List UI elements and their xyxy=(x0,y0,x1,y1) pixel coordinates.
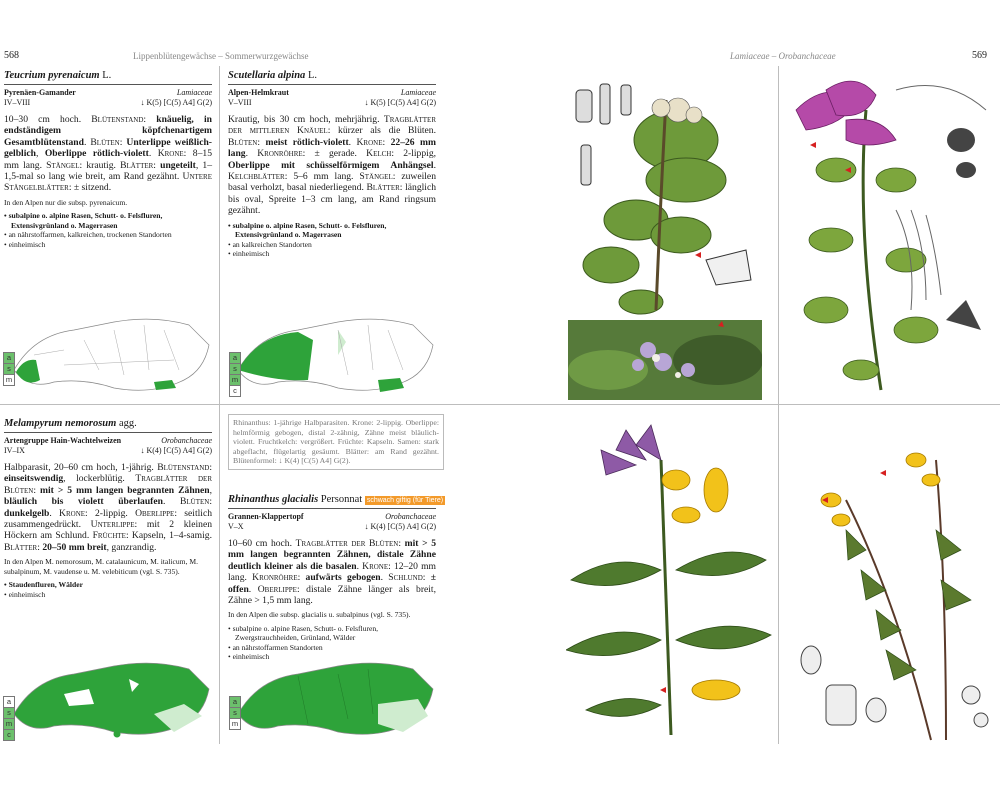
species-title: Rhinanthus glacialis Personnat schwach giftig (für Tiere) xyxy=(228,494,444,505)
family-name: Orobanchaceae xyxy=(161,436,212,445)
species-teucrium xyxy=(4,70,212,249)
genus-description: Rhinanthus: 1-jährige Halbparasiten. Krone: 2-lippig. Oberlippe: helmförmig gebogen, distal 2-zähnig, Zähne meist bläulich-violett. Fruchtkelch: vergrößert. Früchte: Kapseln. Samen: stark abgeflacht, flügelartig gesäumt. Blätter: am Rand gezähnt. Blütenformel: ↓ K(4) [C(5) A4] G(2). xyxy=(233,418,439,466)
common-name: Pyrenäen-Gamander xyxy=(4,88,76,97)
altitude-scale: a s m c xyxy=(229,352,241,397)
species-rhinanthus xyxy=(228,494,444,662)
page-number-left: 568 xyxy=(4,50,19,61)
photo-teucrium xyxy=(568,320,762,400)
species-title: Melampyrum nemorosum agg. xyxy=(4,418,137,429)
toxicity-badge: schwach giftig (für Tiere) xyxy=(366,497,444,504)
habitat-list: • subalpine o. alpine Rasen, Schutt- o. Felsfluren, Extensivgrünland o. Magerrasen • an kalkreichen Standorten • einheimisch xyxy=(228,221,436,259)
subspecies-note: In den Alpen M. nemorosum, M. catalaunicum, M. italicum, M. subalpinum, M. vaudense u. M. velebiticum (vgl. S. 735). xyxy=(4,557,199,576)
distribution-map-teucrium xyxy=(4,300,214,400)
species-scutellaria xyxy=(228,70,436,259)
species-title: Scutellaria alpina L. xyxy=(228,70,317,81)
row-divider xyxy=(0,404,1000,405)
running-head-left: Lippenblütengewächse – Sommerwurzgewächse xyxy=(133,51,309,61)
column-divider-left xyxy=(219,66,220,744)
common-name: Alpen-Helmkraut xyxy=(228,88,289,97)
flower-formula: ↓ K(5) [C(5) A4] G(2) xyxy=(140,98,212,107)
habitat-list: • subalpine o. alpine Rasen, Schutt- o. Felsfluren, Zwergstrauchheiden, Grünland, Wälder • an nährstoffarmen Standorten • einheimisch xyxy=(228,624,436,662)
subspecies-note: In den Alpen die subsp. glacialis u. subalpinus (vgl. S. 735). xyxy=(228,610,411,620)
description: Halbparasit, 20–60 cm hoch, 1-jährig. Blütenstand: einseitswendig, lockerblütig. Tragblätter der Blüten: mit > 5 mm langen begrannten Zähnen, bläulich bis violett überlaufen. Blüten: dunkelgelb. Krone: 2-lippig. Oberlippe: seitlich zusammengedrückt. Unterlippe: mit 2 kleinen Höckern am Schlund. Früchte: Kapseln, 1–4-samig. Blätter: 20–50 mm breit, ganzrandig. xyxy=(4,462,212,553)
description: 10–30 cm hoch. Blütenstand: knäuelig, in endständigem köpfchenartigem Gesamtblütenstand. Blüten: Unterlippe weißlich-gelblich, Oberlippe rötlich-violett. Krone: 8–15 mm lang. Stängel: krautig. Blätter: ungeteilt, 1–1,5-mal so lang wie breit, am Rand gezähnt. Untere Stängelblätter: ± sitzend. xyxy=(4,114,212,194)
altitude-scale: a s m xyxy=(229,696,241,730)
illustration-rhinanthus xyxy=(786,420,998,745)
running-head-right: Lamiaceae – Orobanchaceae xyxy=(730,51,836,61)
flowering-months: V–VIII xyxy=(228,98,252,107)
common-name: Grannen-Klappertopf xyxy=(228,512,304,521)
family-name: Lamiaceae xyxy=(400,88,436,97)
flowering-months: IV–IX xyxy=(4,446,25,455)
illustration-teucrium xyxy=(566,70,766,320)
flower-formula: ↓ K(4) [C(5) A4] G(2) xyxy=(364,522,436,531)
flowering-months: V–X xyxy=(228,522,244,531)
genus-info-box xyxy=(228,414,444,470)
flowering-months: IV–VIII xyxy=(4,98,31,107)
illustration-melampyrum xyxy=(566,420,776,745)
distribution-map-melampyrum xyxy=(4,644,214,744)
column-divider-right xyxy=(778,66,779,744)
altitude-scale: a s m xyxy=(3,352,15,386)
description: 10–60 cm hoch. Tragblätter der Blüten: mit > 5 mm langen begrannten Zähnen, distale Zähne deutlich kleiner als die basalen. Krone: 12–20 mm lang. Kronröhre: aufwärts gebogen. Schlund: ± offen. Oberlippe: distale Zähne länger als breit, Zähne > 1,5 mm lang. xyxy=(228,538,437,607)
flower-formula: ↓ K(4) [C(5) A4] G(2) xyxy=(140,446,212,455)
subspecies-note: In den Alpen nur die subsp. pyrenaicum. xyxy=(4,197,128,207)
species-melampyrum xyxy=(4,418,212,599)
distribution-map-scutellaria xyxy=(228,300,438,400)
page-number-right: 569 xyxy=(972,50,987,61)
altitude-scale: a s m c xyxy=(3,696,15,741)
common-name: Artengruppe Hain-Wachtelweizen xyxy=(4,436,122,445)
description: Krautig, bis 30 cm hoch, mehrjährig. Tragblätter der mittleren Knäuel: kürzer als die Blüten. Blüten: meist rötlich-violett. Krone: 22–26 mm lang. Kronröhre: ± gerade. Kelch: 2-lippig, Oberlippe mit schüsselförmigem Anhängsel. Kelchblätter: 5–6 mm lang. Stängel: zuweilen basal verholzt, basal niederliegend. Blätter: länglich bis oval, Spreite 1–3 cm lang, am Rand ringsum gezähnt. xyxy=(228,114,437,217)
illustration-scutellaria xyxy=(786,70,996,400)
family-name: Orobanchaceae xyxy=(385,512,436,521)
habitat-list: • Staudenfluren, Wälder • einheimisch xyxy=(4,580,212,599)
species-title: Teucrium pyrenaicum L. xyxy=(4,70,112,81)
flower-formula: ↓ K(5) [C(5) A4] G(2) xyxy=(364,98,436,107)
family-name: Lamiaceae xyxy=(176,88,212,97)
distribution-map-rhinanthus xyxy=(228,644,438,744)
habitat-list: • subalpine o. alpine Rasen, Schutt- o. Felsfluren, Extensivgrünland o. Magerrasen • an nährstoffarmen, kalkreichen, trockenen Standorten • einheimisch xyxy=(4,211,212,249)
